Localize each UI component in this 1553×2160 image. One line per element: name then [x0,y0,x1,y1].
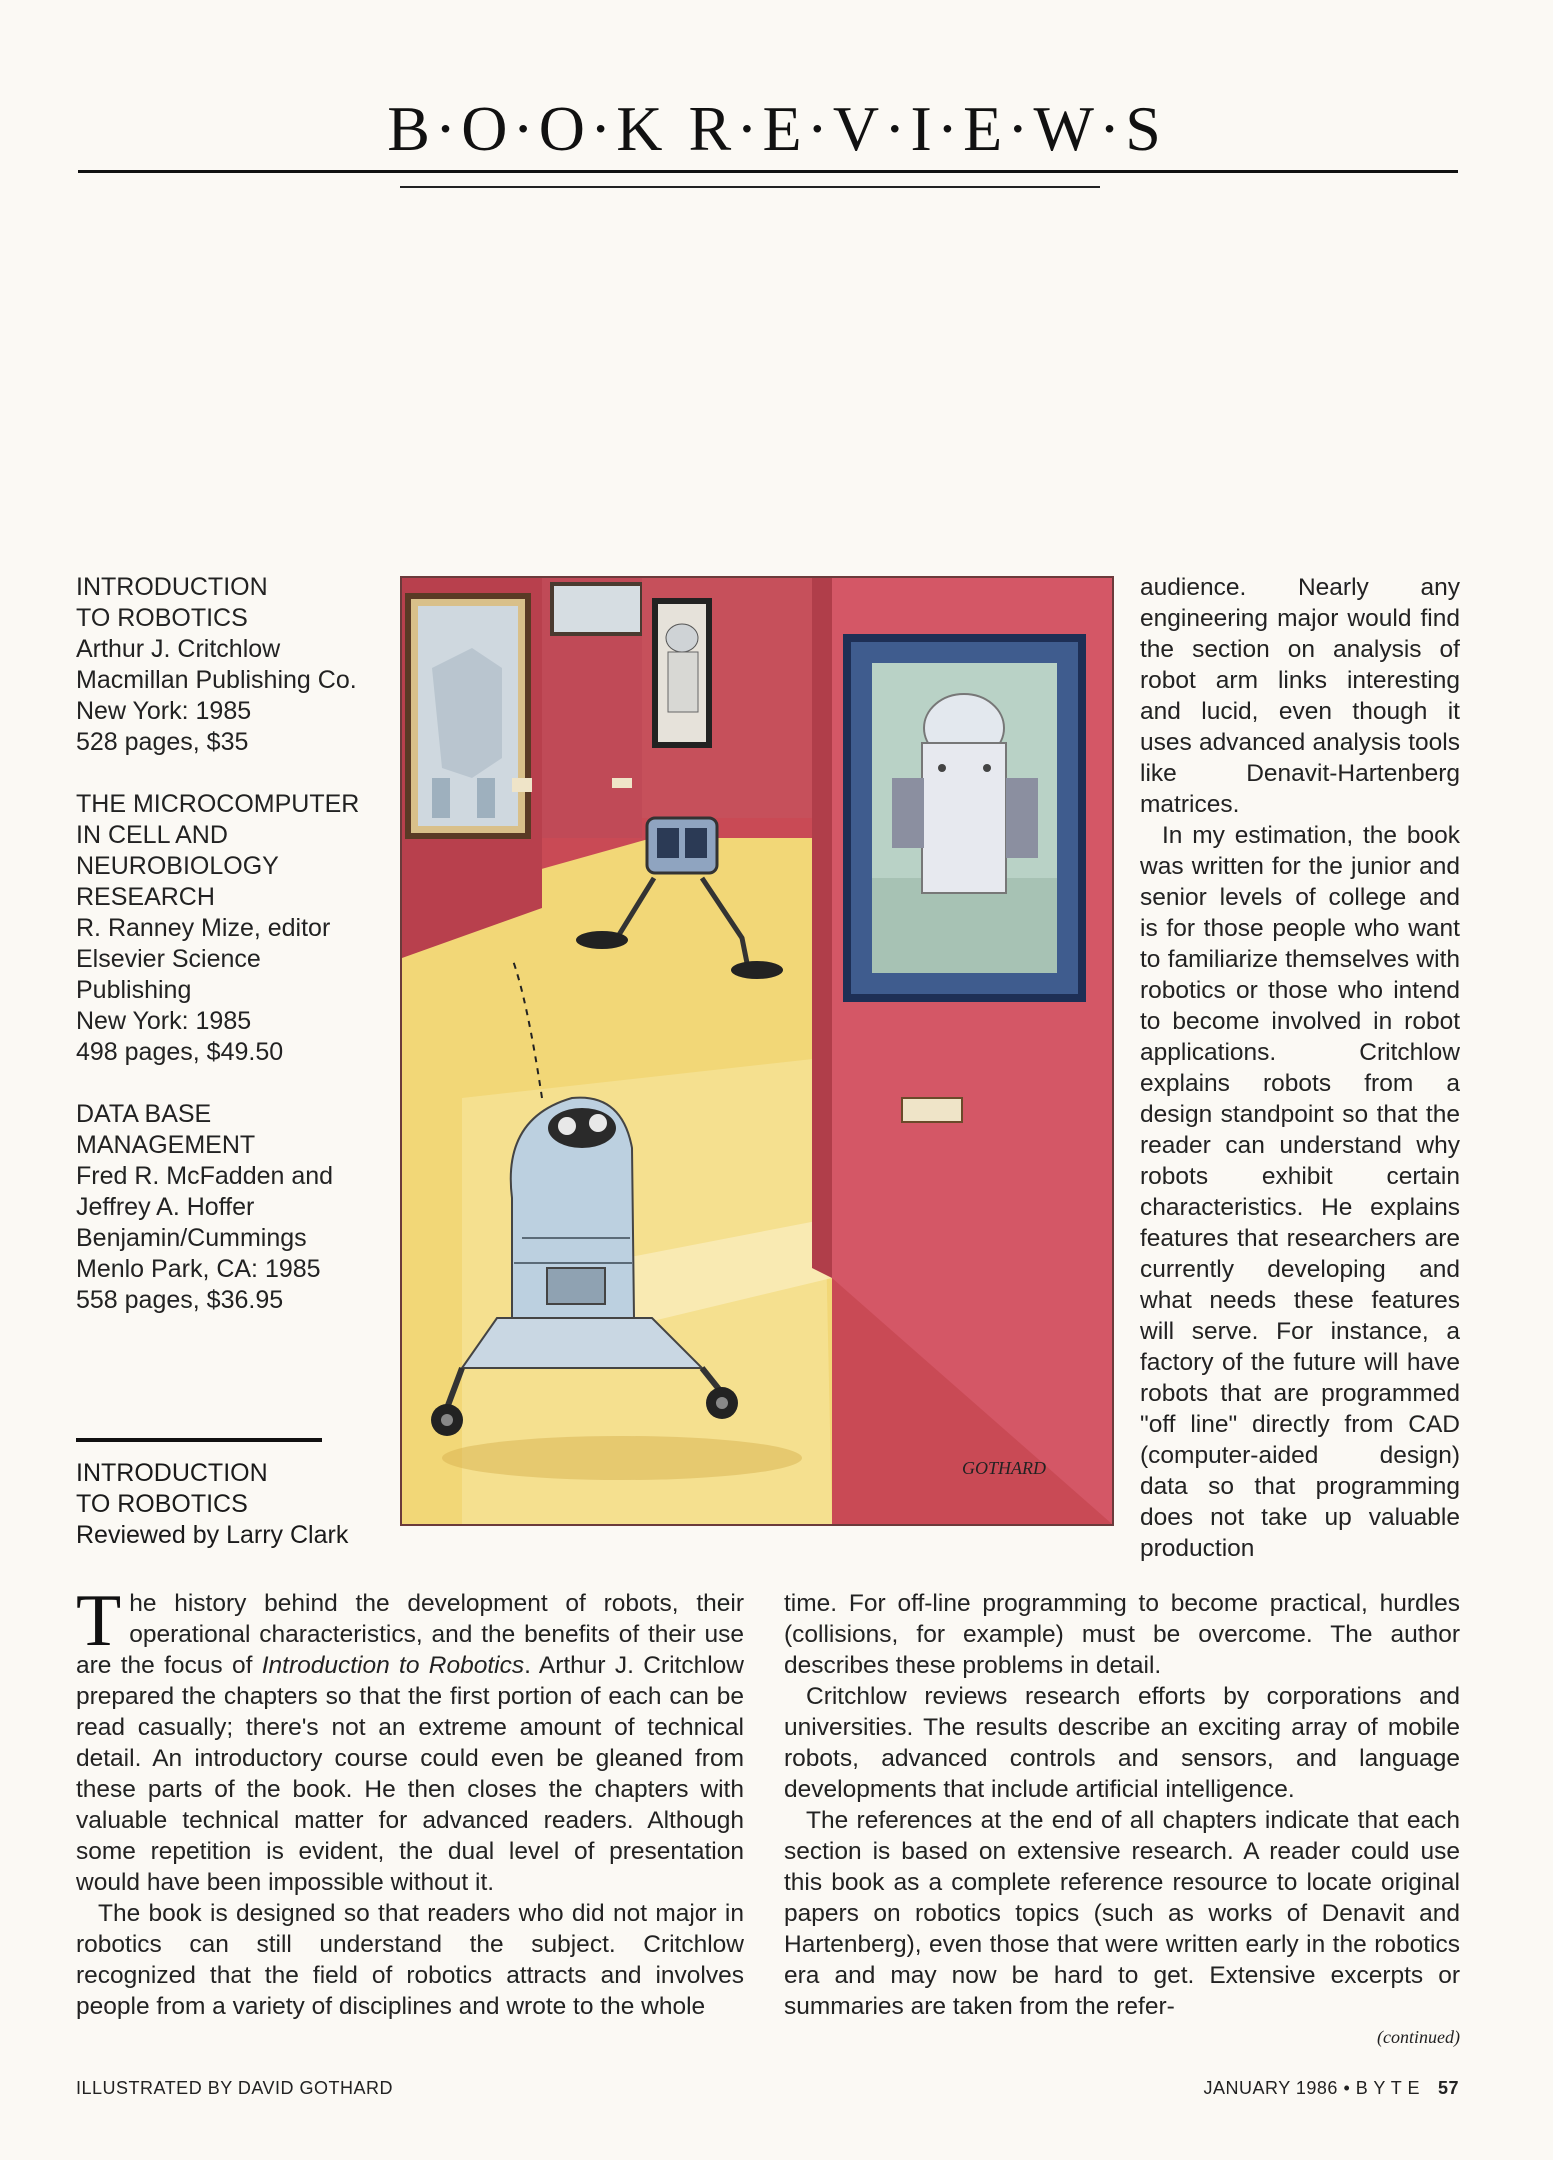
book-title-reference: Introduction to Robotics [261,1652,525,1679]
book-publisher: Macmillan Publishing Co. [76,666,357,694]
continued-marker: (continued) [1377,2027,1460,2047]
book-title-line: RESEARCH [76,883,215,911]
book-title-line: IN CELL AND [76,821,228,849]
folio [1204,2078,1459,2099]
book-entry [76,789,396,1068]
body-column-right-upper [1140,572,1460,1564]
body-text: he history behind the development of robots, their operational characteristics, and the benefits of their use are the focus of [76,1590,744,1679]
robot-gallery-illustration [400,576,1114,1526]
book-list [76,572,396,1347]
illustration-credit: ILLUSTRATED BY DAVID GOTHARD [76,2078,394,2098]
body-paragraph: time. For off-line programming to become practical, hurdles (collisions, for example) must be overcome. The author describes these problems in detail. [784,1590,1460,1679]
body-paragraph [76,1580,745,1898]
book-publisher: Elsevier Science [76,945,261,973]
illustration-art [402,578,1112,1524]
book-title-line: THE MICROCOMPUTER [76,790,360,818]
body-paragraph: Critchlow reviews research efforts by corporations and universities. The results describe an exciting array of mobile robots, advanced controls and sensors, and language developments that include artificial intelligence. [784,1683,1460,1803]
page-number: 57 [1437,2078,1459,2098]
body-column-left [76,1580,745,2022]
header-rule [78,170,1458,173]
book-title-line: DATA BASE [76,1100,212,1128]
body-text: . Arthur J. Critchlow prepared the chapters so that the first portion of each can be read casually; there's not an extreme amount of technical detail. An introductory course could even be gleaned from these parts of the book. He then closes the chapters with valuable technical matter for advanced readers. Although some repetition is evident, the dual level of presentation would have been impossible without it. [76,1652,745,1896]
book-title-line: INTRODUCTION [76,573,268,601]
section-masthead: B·O·O·K R·E·V·I·E·W·S [387,93,1166,164]
body-column-right-lower [784,1588,1460,2053]
book-pages-price: 528 pages, $35 [76,728,249,756]
book-place: Menlo Park, CA: 1985 [76,1255,321,1283]
issue-line: JANUARY 1986 • B Y T E [1203,2078,1420,2098]
body-paragraph: The book is designed so that readers who did not major in robotics can still understand the subject. Critchlow recognized that the field of robotics attracts and involves people from a variety of disciplines and wrote to the whole [76,1900,744,2020]
review-title-line: TO ROBOTICS [76,1490,248,1518]
book-entry [76,1099,396,1316]
book-pages-price: 498 pages, $49.50 [76,1038,284,1066]
book-title-line: MANAGEMENT [76,1131,256,1159]
review-title-line: INTRODUCTION [76,1459,268,1487]
body-paragraph: audience. Nearly any engineering major would find the section on analysis of robot arm links interesting and lucid, even though it uses advanced analysis tools like Denavit-Hartenberg matrices. [1140,574,1460,818]
body-paragraph: In my estimation, the book was written for the junior and senior levels of college and is for those people who want to familiarize themselves with robotics or those who intend to become involved in robot applications. Critchlow explains robots from a design standpoint so that the reader can understand why robots exhibit certain characteristics. He explains features that researchers are currently developing and what needs these features will serve. For instance, a factory of the future will have robots that are programmed "off line" directly from CAD (computer-aided design) data so that programming does not take up valuable production [1140,822,1460,1562]
book-title-line: NEUROBIOLOGY [76,852,279,880]
illustrator-signature: GOTHARD [962,1458,1046,1478]
book-publisher: Benjamin/Cummings [76,1224,307,1252]
reviewer-byline: Reviewed by Larry Clark [76,1521,349,1549]
book-pages-price: 558 pages, $36.95 [76,1286,284,1314]
book-author: R. Ranney Mize, editor [76,914,331,942]
book-place: New York: 1985 [76,697,252,725]
body-paragraph: The references at the end of all chapters indicate that each section is based on extensive research. A reader could use this book as a complete reference resource to locate original papers on robotics topics (such as works of Denavit and Hartenberg), even those that were written early in the robotics era and may now be hard to get. Extensive excerpts or summaries are taken from the refer- [784,1807,1460,2020]
book-place: New York: 1985 [76,1007,252,1035]
review-heading-rule [76,1438,322,1442]
drop-cap: T [76,1580,122,1662]
book-title-line: TO ROBOTICS [76,604,248,632]
review-heading [76,1458,396,1551]
book-author: Arthur J. Critchlow [76,635,281,663]
header-subrule [400,186,1100,188]
book-entry [76,572,396,758]
book-publisher: Publishing [76,976,192,1004]
book-author: Jeffrey A. Hoffer [76,1193,255,1221]
book-author: Fred R. McFadden and [76,1162,334,1190]
